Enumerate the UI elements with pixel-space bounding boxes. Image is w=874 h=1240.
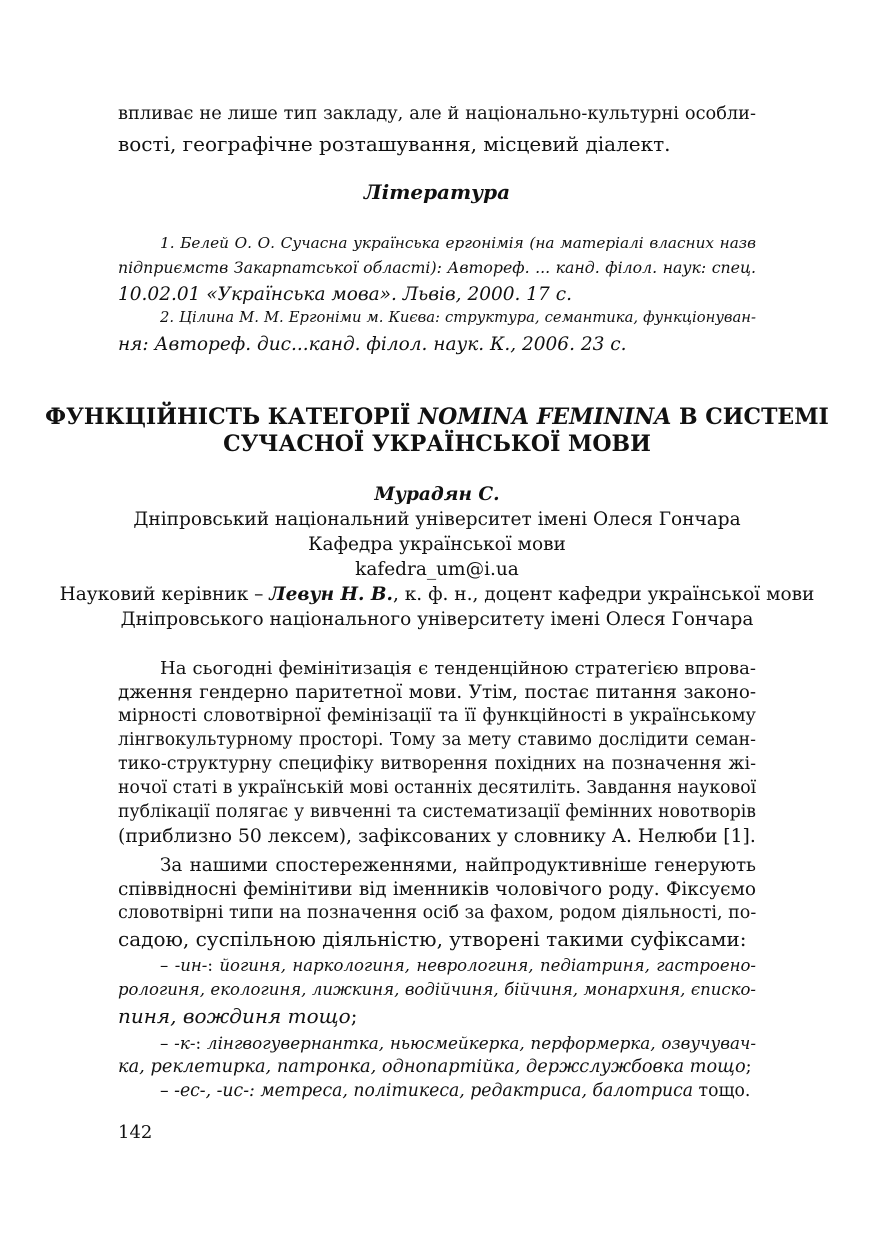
department: Кафедра української мови [308,534,566,555]
suffix-examples: ка, реклетирка, патронка, однопартійка, держслужбовка тощо [118,1057,746,1077]
list-dash: – [160,1033,175,1053]
reference-1-line-3: 10.02.01 «Українська мова». Львів, 2000. 17 с. [118,284,572,305]
paragraph-1-line: (приблизно 50 лексем), зафіксованих у словнику А. Нелюби [1]. [118,826,756,847]
paragraph-2-line: словотвірні типи на позначення осіб за фахом, родом діяльності, по- [118,903,757,923]
suffix-in-line-3 [118,1004,357,1028]
supervisor-prefix: Науковий керівник – [59,584,270,605]
list-dash: – [160,1081,175,1101]
suffix-examples: пиня, вождиня тощо [118,1004,351,1028]
paragraph-1-line: публікації полягає у вивченні та систематизації фемінних новотворів [118,802,756,822]
email: kafedra_um@i.ua [355,559,519,580]
suffix-label: -ин- [174,956,208,975]
article-title-part-2: В СИСТЕМІ [671,404,829,430]
supervisor-name: Левун Н. В. [269,584,393,605]
author-name: Мурадян С. [374,484,500,505]
suffix-examples: метреса, політикеса, редактриса, балотриса [260,1081,694,1101]
list-end: тощо. [693,1081,751,1101]
reference-1-line-2: підприємств Закарпатської області): Автореф. ... канд. філол. наук: спец. [118,258,756,277]
paragraph-1-line: На сьогодні фемінітизація є тенденційною стратегією впрова- [160,658,756,679]
paragraph-1-line: дження гендерно паритетної мови. Утім, постає питання законо- [118,682,756,703]
paragraph-2-line: співвідносні фемінітиви від іменників чоловічого роду. Фіксуємо [118,879,756,900]
paragraph-1-line: ночої статі в українській мові останніх десятиліть. Завдання наукової [118,778,757,798]
list-end: ; [350,1004,358,1028]
intro-line-2: вості, географічне розташування, місцевий діалект. [118,132,671,156]
supervisor-line-1 [0,584,874,606]
article-title-part-1: ФУНКЦІЙНІСТЬ КАТЕГОРІЇ [45,404,418,430]
page-number: 142 [118,1122,153,1143]
supervisor-line-2: Дніпровського національного університету імені Олеся Гончара [120,609,754,630]
suffix-label: -к- [174,1033,196,1053]
paragraph-2-line: За нашими спостереженнями, найпродуктивніше генерують [160,855,756,876]
list-end: ; [745,1057,752,1077]
article-title-line-2: СУЧАСНОЇ УКРАЇНСЬКОЇ МОВИ [223,431,651,457]
article-title-italic: NOMINA FEMININA [417,404,672,430]
reference-2-line-2: ня: Автореф. дис...канд. філол. наук. К., 2006. 23 с. [118,334,627,355]
university: Дніпровський національний університет імені Олеся Гончара [133,509,741,530]
reference-1-line-1: 1. Белей О. О. Сучасна українська ергонімія (на матеріалі власних назв [160,234,756,252]
suffix-examples: лінгвогувернантка, ньюсмейкерка, перформерка, озвучувач- [206,1033,757,1053]
paragraph-1-line: мірності словотвірної фемінізації та її функційності в українському [118,706,756,726]
article-title-line-1 [0,404,874,430]
paragraph-1-line: лінгвокультурному просторі. Тому за мету ставимо дослідити семан- [118,730,756,750]
suffix-in-line-1 [160,956,756,976]
suffix-k-line-2 [118,1057,752,1078]
intro-line-1: впливає не лише тип закладу, але й національно-культурні особли- [118,104,756,124]
list-colon: : [195,1033,207,1053]
paragraph-2-line: садою, суспільною діяльністю, утворені такими суфіксами: [118,927,747,951]
reference-2-line-1: 2. Цілина М. М. Ергоніми м. Києва: структура, семантика, функціонуван- [160,309,756,326]
paragraph-1-line: тико-структурну специфіку витворення похідних на позначення жі- [118,754,756,774]
suffix-es-line [160,1081,750,1102]
supervisor-suffix: , к. ф. н., доцент кафедри української мови [392,584,815,605]
list-colon: : [207,956,220,975]
list-dash: – [160,956,175,975]
suffix-examples: йогиня, наркологиня, неврологиня, педіатриня, гастроено- [219,956,756,975]
suffix-label: -ес-, -ис-: [174,1081,261,1101]
suffix-k-line-1 [160,1033,756,1053]
suffix-in-line-2: рологиня, екологиня, лижкиня, водійчиня, бійчиня, монархиня, єписко- [118,980,756,999]
literature-title: Література [363,180,511,204]
